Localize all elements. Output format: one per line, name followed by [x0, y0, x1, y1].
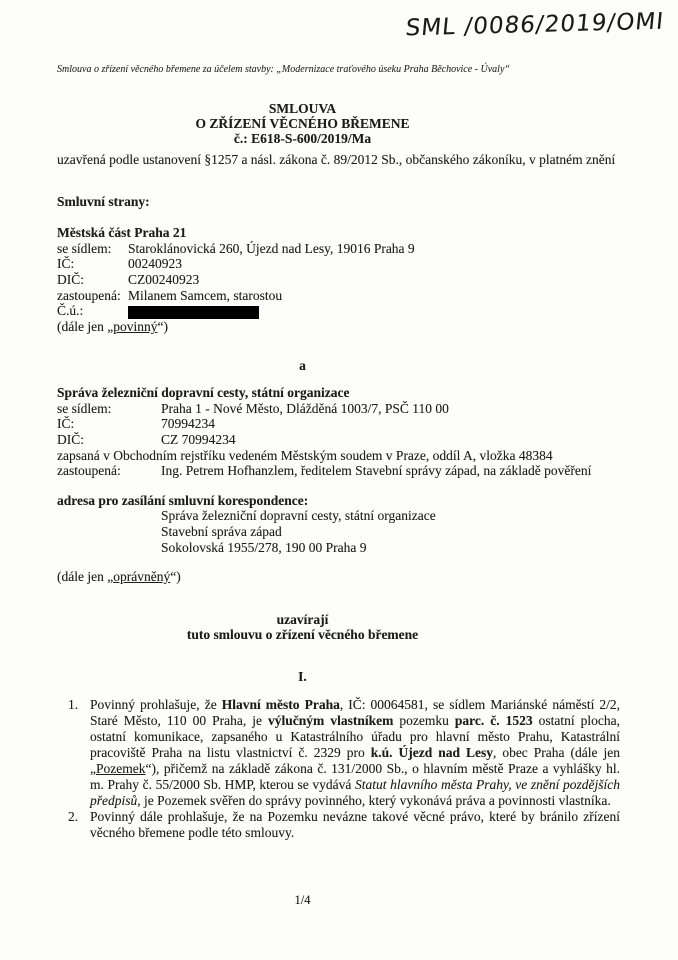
document-content: [57, 0, 620, 841]
field-value-redacted: [128, 303, 620, 319]
field-label: Č.ú.:: [57, 303, 84, 319]
party1-field-sidlo: [57, 241, 620, 257]
field-label: IČ:: [57, 256, 75, 272]
party2-field-zastoupena: [57, 463, 620, 479]
field-value: 70994234: [161, 416, 215, 432]
correspondence-line: Sokolovská 1955/278, 190 00 Praha 9: [161, 539, 367, 555]
handwritten-reference-number: SML /0086/2019/OMI: [404, 8, 666, 42]
field-label: DIČ:: [57, 271, 84, 287]
party2-field-ic: [57, 416, 620, 432]
party2-field-sidlo: [57, 401, 620, 417]
field-value: Milanem Samcem, starostou: [128, 287, 283, 303]
clause-text: Povinný prohlašuje, že Hlavní město Praha, IČ: 00064581, se sídlem Mariánské náměstí 2/2, Staré Město, 110 00 Praha, je výlučným vlastníkem pozemku parc. č. 1523 ostatní plocha, ostatní komunikace, zapsaného u Katastrálního úřadu pro hlavní město Prahu, Katastrální pracoviště Praha na listu vlastnictví č. 2329 pro k.ú. Újezd nad Lesy, obec Praha (dále jen „Pozemek“), přičemž na základě zákona č. 131/2000 Sb., o hlavním městě Praze a vyhlášky hl. m. Prahy č. 55/2000 Sb. HMP, kterou se vydává Statut hlavního města Prahy, ve znění pozdějších předpisů, je Pozemek svěřen do správy povinného, který vykonává práva a povinnosti vlastníka.: [90, 696, 621, 808]
page-number: 1/4: [294, 893, 311, 907]
intro-clause: uzavřená podle ustanovení §1257 a násl. zákona č. 89/2012 Sb., občanského zákoníku, v platném znění: [57, 152, 616, 167]
title-line-1: SMLOUVA: [268, 101, 337, 116]
party2-registry-line: zapsaná v Obchodním rejstříku vedeném Městským soudem v Praze, oddíl A, vložka 48384: [57, 447, 553, 463]
field-value: Ing. Petrem Hofhanzlem, ředitelem Stavební správy západ, na základě pověření: [161, 463, 592, 479]
party-povinny-block: [57, 225, 620, 334]
correspondence-line: Správa železniční dopravní cesty, státní organizace: [161, 508, 436, 524]
field-label: se sídlem:: [57, 240, 112, 256]
field-label: zastoupená:: [57, 287, 121, 303]
connector-a: a: [299, 357, 306, 373]
field-value: Praha 1 - Nové Město, Dlážděná 1003/7, PSČ 110 00: [161, 400, 449, 416]
section-1-heading: I.: [298, 668, 307, 684]
conclusion-block: [57, 612, 620, 643]
party2-alias: (dále jen „oprávněný“): [57, 569, 181, 585]
party2-field-dic: [57, 432, 620, 448]
field-value: 00240923: [128, 256, 182, 272]
party1-field-zastoupena: [57, 288, 620, 304]
field-value: CZ 70994234: [161, 432, 236, 448]
party1-field-ucet: [57, 303, 620, 319]
field-label: zastoupená:: [57, 463, 121, 479]
field-label: IČ:: [57, 416, 75, 432]
conclusion-line-1: uzavírají: [276, 611, 329, 627]
correspondence-line: Stavební správa západ: [161, 524, 282, 539]
clause-2: [57, 809, 620, 841]
section-1-clauses: [57, 697, 620, 841]
contract-title: [57, 101, 620, 146]
party1-field-dic: [57, 272, 620, 288]
party2-name: Správa železniční dopravní cesty, státní organizace: [57, 385, 350, 401]
correspondence-block: [57, 493, 620, 555]
clause-number: 1.: [68, 696, 79, 712]
field-label: se sídlem:: [57, 400, 112, 416]
field-label: DIČ:: [57, 432, 84, 448]
field-value: CZ00240923: [128, 271, 200, 287]
party1-name: Městská část Praha 21: [57, 225, 187, 241]
field-value: Staroklánovická 260, Újezd nad Lesy, 19016 Praha 9: [128, 240, 415, 256]
party1-alias: (dále jen „povinný“): [57, 319, 168, 335]
title-line-2: O ZŘÍZENÍ VĚCNÉHO BŘEMENE: [195, 116, 410, 131]
redaction-bar: [128, 306, 259, 319]
correspondence-heading: adresa pro zasílání smluvní korespondence:: [57, 492, 309, 508]
header-note: Smlouva o zřízení věcného břemene za účelem stavby: „Modernizace traťového úseku Praha Běchovice - Úvaly“: [57, 64, 510, 75]
clause-number: 2.: [68, 808, 79, 824]
title-line-3-contract-number: č.: E618-S-600/2019/Ma: [233, 131, 372, 146]
party-opravneny-block: [57, 385, 620, 479]
party1-field-ic: [57, 256, 620, 272]
clause-1: [57, 697, 620, 809]
parties-heading: Smluvní strany:: [57, 193, 150, 209]
conclusion-line-2: tuto smlouvu o zřízení věcného břemene: [186, 627, 419, 643]
clause-text: Povinný dále prohlašuje, že na Pozemku nevázne takové věcné právo, které by bránilo zřízení věcného břemene podle této smlouvy.: [90, 808, 620, 840]
